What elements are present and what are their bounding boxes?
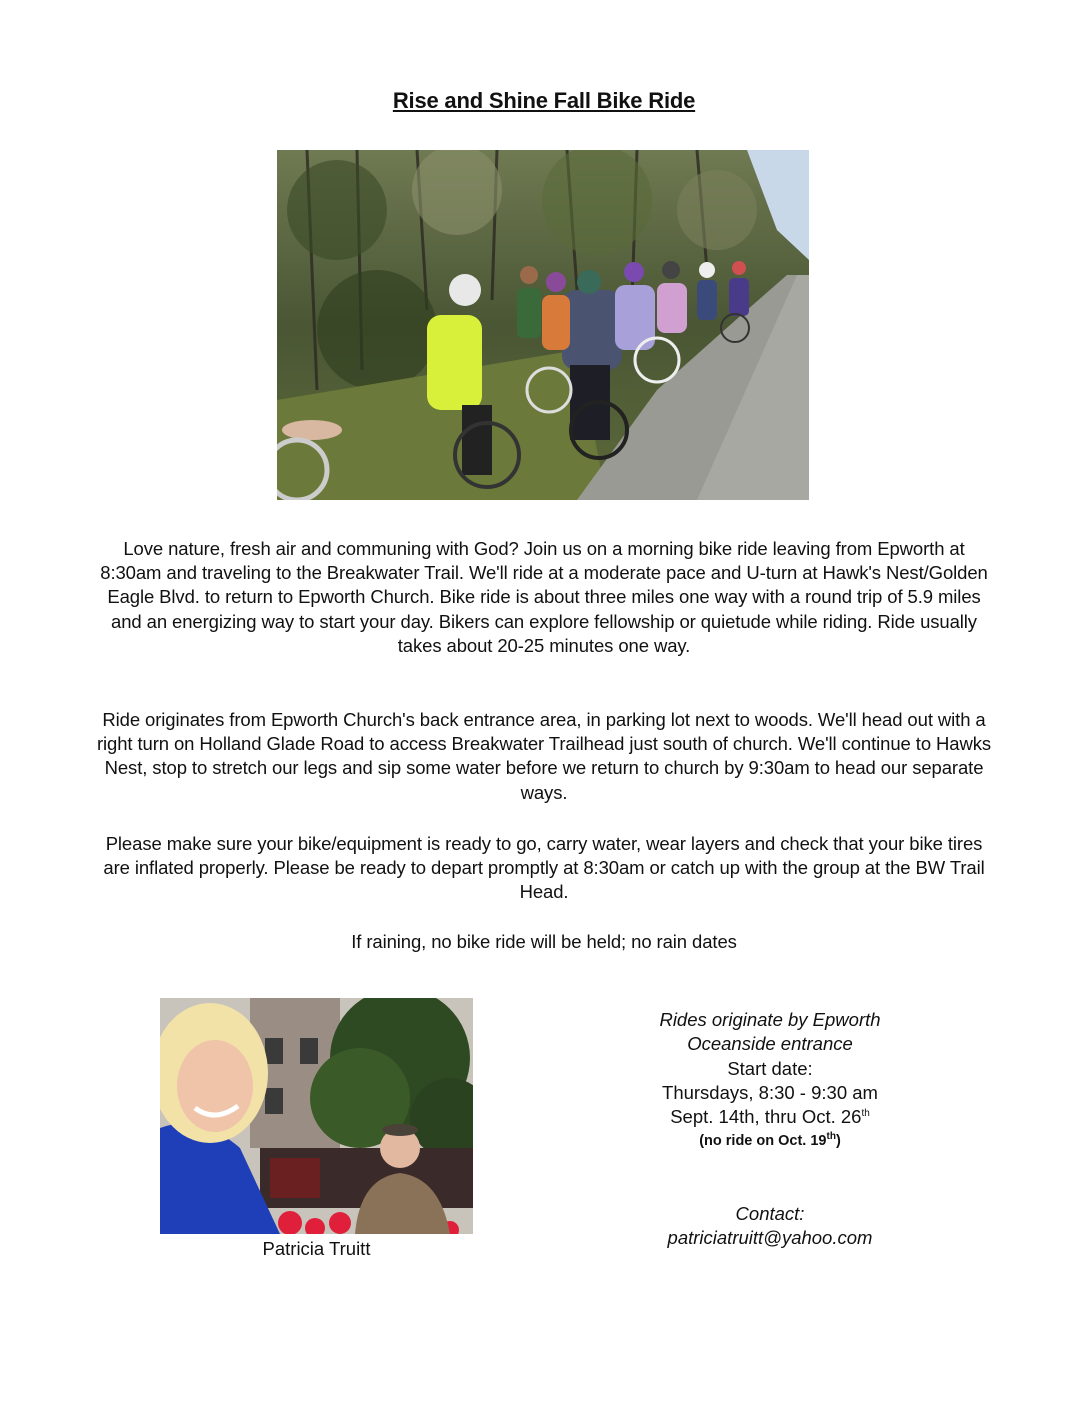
- skip-date-note: [590, 1129, 950, 1153]
- route-paragraph: Ride originates from Epworth Church's back entrance area, in parking lot next to woods. We'll head out with a right turn on Holland Glade Road to access Breakwater Trailhead just south of church. We'll continue to Hawks Nest, stop to stretch our legs and sip some water before we return to church by 9:30am to head our separate ways.: [96, 709, 992, 803]
- skip-date-close: ): [835, 1133, 841, 1150]
- portrait-caption: Patricia Truitt: [262, 1238, 371, 1259]
- date-range-text: Sept. 14th, thru Oct. 26: [670, 1106, 862, 1128]
- leader-portrait-photo: [160, 998, 473, 1234]
- skip-date-suffix: th: [826, 1131, 836, 1143]
- preparation-paragraph: Please make sure your bike/equipment is ready to go, carry water, wear layers and check that your bike tires are inflated properly. Please be ready to depart promptly at 8:30am or catch up with the group at the BW Trail Head.: [103, 833, 985, 903]
- page-title: Rise and Shine Fall Bike Ride: [392, 88, 696, 113]
- contact-email[interactable]: patriciatruitt@yahoo.com: [667, 1227, 873, 1249]
- start-date-label: Start date:: [727, 1057, 813, 1079]
- date-range-suffix: th: [861, 1108, 870, 1120]
- rain-policy: If raining, no bike ride will be held; no rain dates: [351, 931, 737, 952]
- schedule-line: Thursdays, 8:30 - 9:30 am: [662, 1081, 878, 1103]
- intro-paragraph: Love nature, fresh air and communing with God? Join us on a morning bike ride leaving from Epworth at 8:30am and traveling to the Breakwater Trail. We'll ride at a moderate pace and U-turn at Hawk's Nest/Golden Eagle Blvd. to return to Epworth Church. Bike ride is about three miles one way with a round trip of 5.9 miles and an energizing way to start your day. Bikers can explore fellowship or quietude while riding. Ride usually takes about 20-25 minutes one way.: [100, 538, 988, 656]
- ride-details: [590, 1008, 950, 1250]
- origin-line: Rides originate by Epworth: [659, 1009, 881, 1030]
- date-range-line: [590, 1105, 950, 1129]
- contact-label: Contact:: [735, 1202, 805, 1224]
- group-bike-ride-photo: [277, 150, 809, 500]
- skip-date-text: (no ride on Oct. 19: [699, 1133, 827, 1150]
- entrance-line: Oceanside entrance: [687, 1033, 853, 1055]
